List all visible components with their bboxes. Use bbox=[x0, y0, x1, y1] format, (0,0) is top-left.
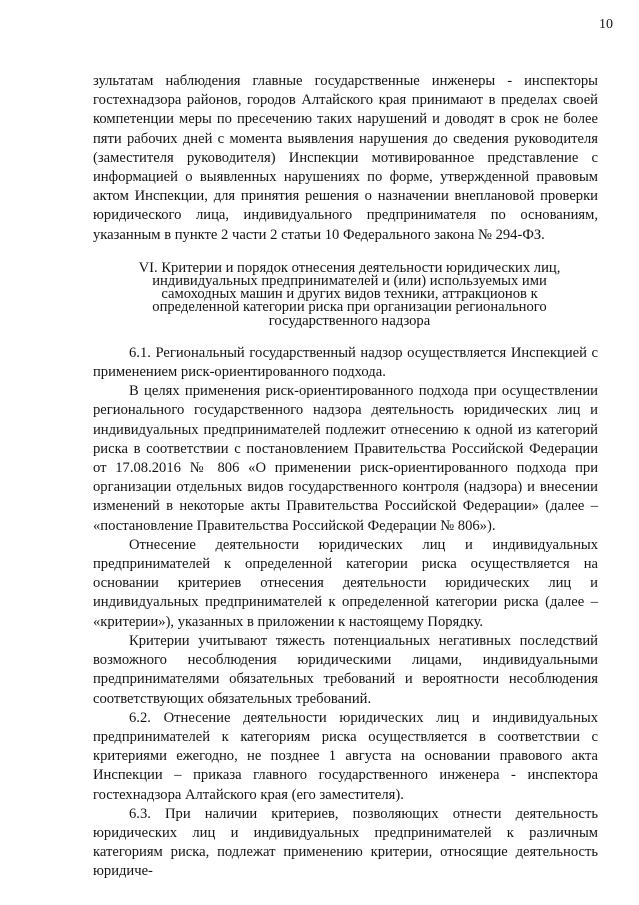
paragraph-6-1: 6.1. Региональный государственный надзор осуществляется Инспекцией с применением риск-ориентированного подхода. bbox=[93, 344, 598, 381]
section-heading-line: самоходных машин и других видов техники, аттракционов к bbox=[161, 286, 538, 303]
section-heading bbox=[93, 259, 598, 329]
continuation-paragraph: зультатам наблюдения главные государственные инженеры - инспекторы гостехнадзора районов, городов Алтайского края принимают в пределах своей компетенции меры по пресечению таких нарушений и доводят в срок не более пяти рабочих дней с момента выявления нарушения до сведения руководителя (заместителя руководителя) Инспекции мотивированное представление с информацией о выявленных нарушениях по форме, утвержденной правовым актом Инспекции, для принятия решения о назначении внеплановой проверки юридического лица, индивидуального предпринимателя по основаниям, указанным в пункте 2 части 2 статьи 10 Федерального закона № 294-ФЗ. bbox=[93, 73, 598, 243]
section-heading-line: определенной категории риска при организации регионального bbox=[152, 299, 547, 316]
section-heading-line: VI. Критерии и порядок отнесения деятельности юридических лиц, bbox=[138, 259, 561, 276]
section-heading-line: индивидуальных предпринимателей и (или) используемых ими bbox=[152, 273, 547, 290]
section-heading-line: государственного надзора bbox=[268, 312, 431, 329]
page-number: 10 bbox=[599, 17, 613, 32]
page-content bbox=[93, 72, 598, 882]
paragraph-6-3: 6.3. При наличии критериев, позволяющих отнести деятельность юридических лиц и индивидуальных предпринимателей к различным категориям риска, подлежат применению критерии, относящие деятельность юридиче- bbox=[93, 805, 598, 880]
paragraph-risk-assignment: Отнесение деятельности юридических лиц и индивидуальных предпринимателей к определенной категории риска осуществляется на основании критериев отнесения деятельности юридических лиц и индивидуальных предпринимателей к определенной категории риска (далее – «критерии»), указанных в приложении к настоящему Порядку. bbox=[93, 536, 598, 630]
paragraph-criteria-severity: Критерии учитывают тяжесть потенциальных негативных последствий возможного несоблюдения юридическими лицами, индивидуальными предпринимателями обязательных требований и вероятности несоблюдения соответствующих обязательных требований. bbox=[93, 632, 598, 707]
paragraph-risk-approach: В целях применения риск-ориентированного подхода при осуществлении регионального государственного надзора деятельность юридических лиц и индивидуальных предпринимателей подлежит отнесению к одной из категорий риска в соответствии с постановлением Правительства Российской Федерации от 17.08.2016 № 806 «О применении риск-ориентированного подхода при организации отдельных видов государственного контроля (надзора) и внесении изменений в некоторые акты Правительства Российской Федерации» (далее – «постановление Правительства Российской Федерации № 806»). bbox=[93, 383, 598, 534]
paragraph-6-2: 6.2. Отнесение деятельности юридических лиц и индивидуальных предпринимателей к категориям риска осуществляется в соответствии с критериями ежегодно, не позднее 1 августа на основании правового акта Инспекции – приказа главного государственного инженера - инспектора гостехнадзора Алтайского края (его заместителя). bbox=[93, 709, 598, 803]
